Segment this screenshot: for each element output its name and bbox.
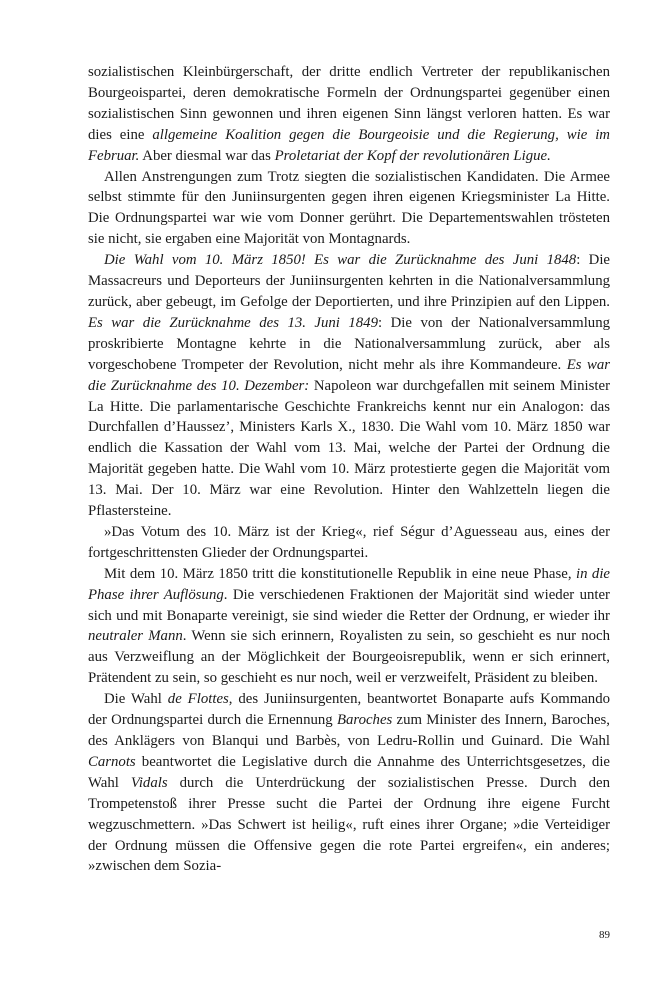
italic-run: Es war die Zurücknahme des 13. Juni 1849 xyxy=(88,314,378,331)
text-run: zum Minister des Innern, Baroches, des Anklägers von Blanqui und Barbès, von Ledru-Rollin und Guinard. Die Wahl xyxy=(88,712,610,749)
text-run: Allen Anstrengungen zum Trotz siegten die sozialistischen Kandidaten. Die Armee selbst stimmte für den Juniinsurgenten gegen ihren eigenen Kriegsminister La Hitte. Die Ordnungspartei war wie vom Donner gerührt. Die Departementswahlen trösteten sie nicht, sie ergaben eine Majorität von Montagnards. xyxy=(88,168,610,248)
italic-run: Die Wahl vom 10. März 1850! Es war die Zurücknahme des Juni 1848 xyxy=(104,252,577,269)
text-run: : Die Massacreurs und Deporteurs der Juniinsurgenten kehrten in die Nationalversammlung zurück, aber gebeugt, im Gefolge der Deportierten, und ihre Prinzipien auf den Lippen. xyxy=(88,252,610,310)
text-run: beantwortet die Legislative durch die Annahme des Unterrichtsgesetzes, die Wahl xyxy=(88,753,610,791)
page-body xyxy=(88,62,610,942)
page-number: 89 xyxy=(599,929,610,941)
paragraph xyxy=(88,167,610,251)
italic-run: de Flottes xyxy=(167,691,229,708)
italic-run: in die Phase ihrer Auflösung xyxy=(88,565,610,603)
text-run: : Die von der Nationalversammlung proskribierte Montagne kehrte in die Nationalversammlung zurück, aber als vorgeschobene Trompeter der Revolution, nicht mehr als ihre Kommandeure. xyxy=(88,314,611,373)
text-run: Die Wahl xyxy=(104,691,168,708)
paragraph xyxy=(88,564,610,689)
italic-run: Es war die Zurücknahme des 10. Dezember: xyxy=(88,356,611,394)
paragraph xyxy=(88,250,610,522)
text-run: »Das Votum des 10. März ist der Krieg«, rief Ségur d’Aguesseau aus, eines der fortgeschrittensten Glieder der Ordnungspartei. xyxy=(88,523,610,561)
text-run: durch die Unterdrückung der sozialistischen Presse. Durch den Trompetenstoß ihrer Presse sucht die Partei der Ordnung ihre eigene Furcht wegzuschmettern. »Das Schwert ist heilig«, ruft eines ihrer Organe; »die Verteidiger der Ordnung müssen die Offensive gegen die rote Partei ergreifen«, ein anderes; »zwischen dem Sozia- xyxy=(88,774,611,875)
paragraph xyxy=(88,522,610,564)
text-run: Napoleon war durchgefallen mit seinem Minister La Hitte. Die parlamentarische Geschichte Frankreichs kennt nur ein Analogon: das Durchfallen d’Haussez’, Ministers Karls X., 1830. Die Wahl vom 10. März 1850 war endlich die Kassation der Wahl vom 13. Mai, welche der Partei der Ordnung die Majorität gegeben hatte. Die Wahl vom 10. März protestierte gegen die Majorität vom 13. Mai. Der 10. März war eine Revolution. Hinter den Wahlzetteln liegen die Pflastersteine. xyxy=(88,377,610,520)
italic-run: allgemeine Koalition gegen die Bourgeoisie und die Regierung, wie im Februar. xyxy=(88,126,610,164)
italic-run: Baroches xyxy=(336,712,393,729)
text-run: sozialistischen Kleinbürgerschaft, der dritte endlich Vertreter der republikanischen Bourgeoispartei, deren demokratische Formeln der Ordnungspartei gegenüber einen sozialistischen Sinn gewonnen und ihren eigenen Sinn längst verloren hatten. Es war dies eine xyxy=(88,64,610,143)
paragraph xyxy=(88,689,610,877)
text-run: Aber diesmal war das xyxy=(139,147,275,164)
paragraph xyxy=(88,62,610,167)
italic-run: Proletariat der Kopf der revolutionären Ligue. xyxy=(274,147,551,164)
italic-run: Carnots xyxy=(88,753,136,770)
text-run: . Wenn sie sich erinnern, Royalisten zu sein, so geschieht es nur noch aus Verzweiflung an der Möglichkeit der Bourgeoisrepublik, wenn er sich erinnert, Prätendent zu sein, so geschieht es nur noch, weil er verzweifelt, Präsident zu bleiben. xyxy=(88,628,610,687)
italic-run: Vidals xyxy=(130,774,168,791)
text-run: Mit dem 10. März 1850 tritt die konstitutionelle Republik in eine neue Phase, xyxy=(104,565,576,582)
text-run: , des Juniinsurgenten, beantwortet Bonaparte aufs Kommando der Ordnungspartei durch die Ernennung xyxy=(88,691,611,729)
text-run: . Die verschiedenen Fraktionen der Majorität sind wieder unter sich und mit Bonaparte vereinigt, sie sind wieder die Retter der Ordnung, er wieder ihr xyxy=(88,586,610,624)
italic-run: neutraler Mann xyxy=(88,628,183,645)
